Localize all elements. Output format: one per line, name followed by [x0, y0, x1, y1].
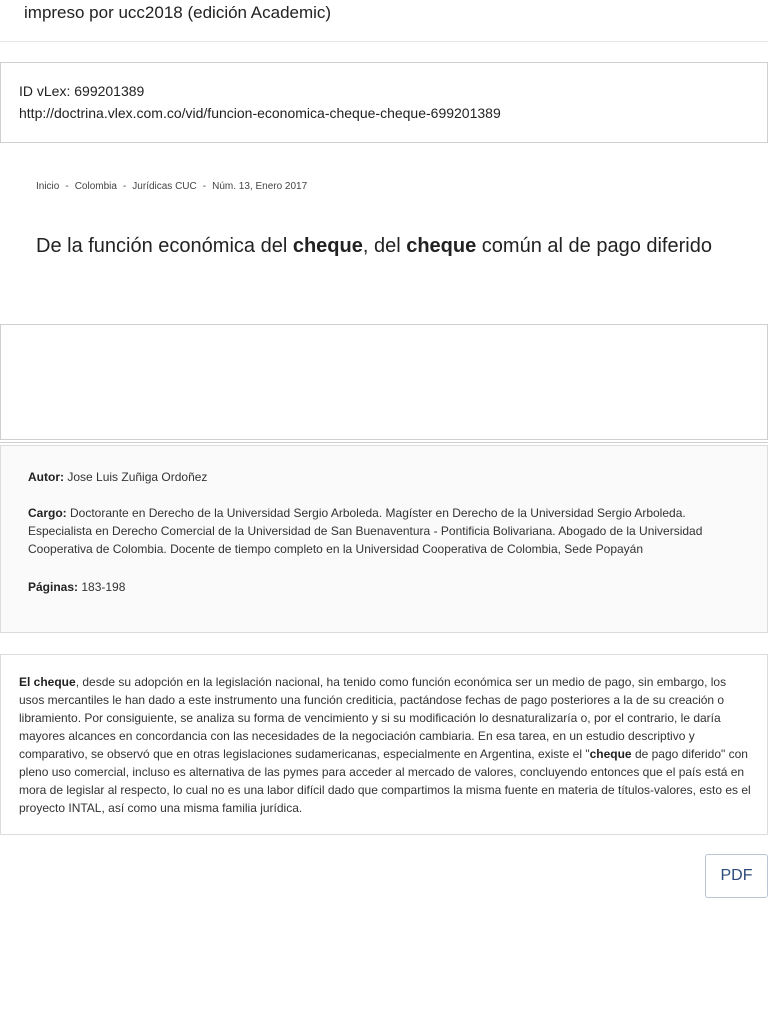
abstract-keyword: cheque: [589, 747, 632, 761]
breadcrumb-separator: -: [122, 181, 127, 192]
author-value: Jose Luis Zuñiga Ordoñez: [64, 470, 208, 484]
breadcrumb-item-colombia[interactable]: Colombia: [74, 181, 117, 192]
title-keyword: cheque: [292, 235, 363, 257]
title-part: , del: [362, 235, 407, 257]
position-value: Doctorante en Derecho de la Universidad Sergio Arboleda. Magíster en Derecho de la Universidad Sergio Arboleda. Especialista en Derecho Comercial de la Universidad de San Buenaventura - Pontificia Bolivariana. Abogado de la Universidad Cooperativa de Colombia. Docente de tiempo completo en la Universidad Cooperativa de Colombia, Sede Popayán: [28, 506, 703, 556]
breadcrumb-separator: -: [65, 181, 69, 192]
pages-field: [28, 578, 743, 596]
print-header: [0, 0, 768, 42]
printed-by-text: impreso por ucc2018 (edición Academic): [24, 3, 332, 22]
pages-value: 183-198: [78, 580, 126, 594]
abstract-body: de pago diferido" con pleno uso comercial, incluso es alternativa de las pymes para acceder al mercado de valores, concluyendo entonces que el país está en mora de legislar al respecto, lo cual no es una labor difícil dado que compartimos la misma fuente en materia de títulos-valores, esto es el proyecto INTAL, así como una misma familia jurídica.: [19, 747, 751, 815]
position-label: Cargo:: [28, 506, 67, 520]
title-keyword: cheque: [406, 235, 477, 257]
abstract-box: [0, 654, 768, 835]
vlex-id: ID vLex: 699201389: [19, 83, 145, 99]
divider: [0, 442, 768, 443]
author-label: Autor:: [28, 470, 64, 484]
position-field: [28, 504, 743, 558]
breadcrumb-item-inicio[interactable]: Inicio: [36, 181, 60, 192]
abstract-lead-keyword: El cheque: [19, 675, 76, 689]
pdf-button[interactable]: PDF: [705, 854, 768, 898]
abstract-text: [19, 673, 754, 817]
breadcrumb: [36, 181, 307, 192]
breadcrumb-separator: -: [202, 181, 207, 192]
author-field: [28, 468, 743, 486]
title-part: De la función económica del: [36, 235, 293, 257]
document-url: http://doctrina.vlex.com.co/vid/funcion-economica-cheque-cheque-699201389: [19, 105, 501, 121]
breadcrumb-item-issue[interactable]: Núm. 13, Enero 2017: [212, 181, 308, 192]
page-title: [36, 233, 716, 260]
pages-label: Páginas:: [28, 580, 79, 594]
breadcrumb-item-juridicas-cuc[interactable]: Jurídicas CUC: [132, 181, 197, 192]
document-id-box: [0, 62, 768, 143]
ad-placeholder: [0, 324, 768, 440]
document-metadata: [0, 445, 768, 633]
abstract-body: , desde su adopción en la legislación nacional, ha tenido como función económica ser un medio de pago, sin embargo, los usos mercantiles le han dado a este instrumento una función crediticia, pactándose fechas de pago posteriores a la de su creación o libramiento. Por consiguiente, se analiza su forma de vencimiento y si su modificación lo desnaturalizaría o, por el contrario, le daría mayores alcances en concordancia con las necesidades de la negociación cambiaria. En esa tarea, en un estudio descriptivo y comparativo, se observó que en otras legislaciones sudamericanas, especialmente en Argentina, existe el ": [19, 675, 727, 761]
title-part: común al de pago diferido: [476, 235, 712, 257]
